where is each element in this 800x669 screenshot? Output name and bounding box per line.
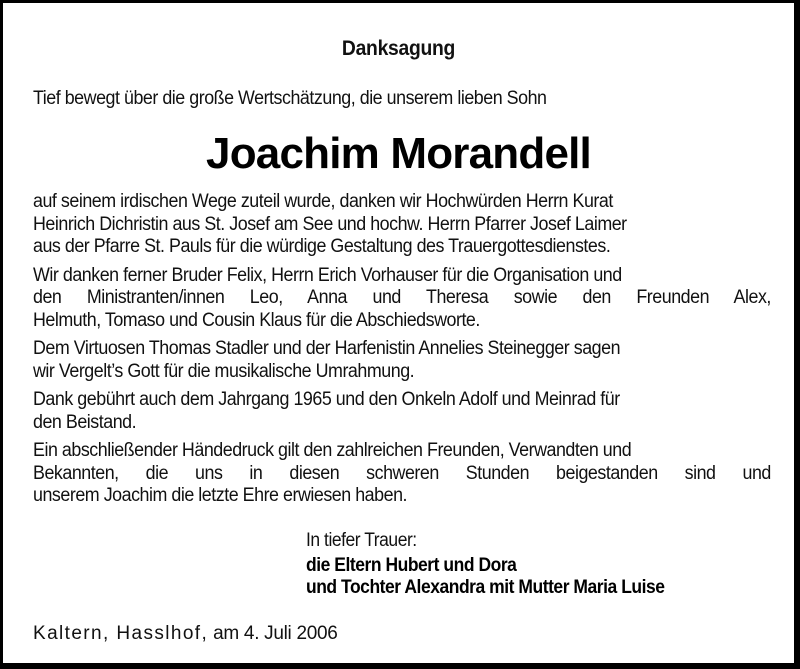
text-line: den Ministranten/innen Leo, Anna und Theresa sowie den Freunden Alex,: [33, 287, 771, 308]
signoff-lead: In tiefer Trauer:: [306, 530, 417, 551]
text-line: auf seinem irdischen Wege zuteil wurde, danken wir Hochwürden Herrn Kurat: [33, 191, 613, 212]
text-line: Ein abschließender Händedruck gilt den zahlreichen Freunden, Verwandten und: [33, 440, 632, 461]
place-date: [33, 623, 338, 645]
notice-heading: Danksagung: [341, 37, 456, 60]
place: Kaltern, Hasslhof,: [33, 623, 209, 644]
text-line: wir Vergelt’s Gott für die musikalische Umrahmung.: [33, 360, 415, 382]
paragraph-friends-thanks: [33, 440, 771, 508]
date: am 4. Juli 2006: [213, 623, 338, 644]
paragraph-music-thanks: [33, 338, 771, 383]
text-line: Bekannten, die uns in diesen schweren Stunden beigestanden sind und: [33, 462, 771, 484]
notice-body: [33, 191, 771, 514]
intro-text: Tief bewegt über die große Wertschätzung, die unserem lieben Sohn: [33, 88, 547, 109]
text-line: Heinrich Dichristin aus St. Josef am See und hochw. Herrn Pfarrer Josef Laimer: [33, 213, 627, 235]
deceased-name: Joachim Morandell: [206, 129, 591, 178]
paragraph-helpers-thanks: [33, 265, 771, 333]
text-line: Dem Virtuosen Thomas Stadler und der Harfenistin Annelies Steinegger sagen: [33, 338, 621, 359]
text-line: unserem Joachim die letzte Ehre erwiesen haben.: [33, 485, 408, 506]
text-line: Helmuth, Tomaso und Cousin Klaus für die Abschiedsworte.: [33, 309, 480, 331]
text-line: Dank gebührt auch dem Jahrgang 1965 und den Onkeln Adolf und Meinrad für: [33, 389, 620, 410]
paragraph-family-thanks: [33, 389, 771, 434]
signer-line: und Tochter Alexandra mit Mutter Maria Luise: [306, 577, 665, 598]
text-line: Wir danken ferner Bruder Felix, Herrn Erich Vorhauser für die Organisation und: [33, 264, 622, 286]
paragraph-clergy-thanks: [33, 191, 771, 259]
text-line: den Beistand.: [33, 411, 137, 433]
text-line: aus der Pfarre St. Pauls für die würdige Gestaltung des Trauergottesdienstes.: [33, 236, 611, 257]
signoff-block: [306, 530, 665, 599]
signer-line: die Eltern Hubert und Dora: [306, 555, 517, 576]
